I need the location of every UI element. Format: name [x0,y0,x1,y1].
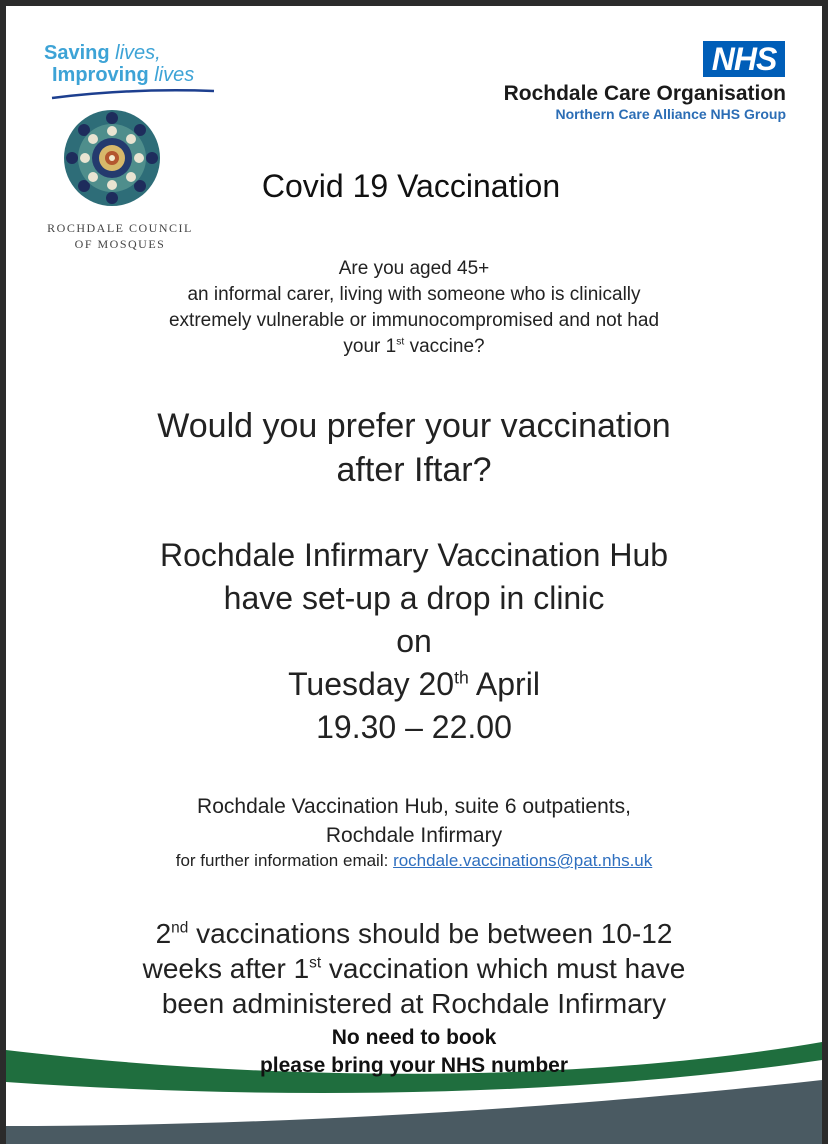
clinic-details [6,534,822,749]
intro-line-2: an informal carer, living with someone who is clinically [187,284,641,305]
second-line-2-end: vaccination which must have [321,953,686,984]
intro-ordinal: st [396,336,405,348]
intro-line-3: extremely vulnerable or immunocompromised and not had [168,310,660,331]
email-label: for further information email: [175,851,394,870]
second-line-3: been administered at Rochdale Infirmary [161,988,667,1019]
organisation-group: Northern Care Alliance NHS Group [555,106,786,122]
clinic-time: 19.30 – 22.00 [316,709,512,745]
email-link[interactable]: rochdale.vaccinations@pat.nhs.uk [393,851,653,870]
second-line-1-text: vaccinations should be between 10-12 [188,918,673,949]
flyer-page [6,6,822,1144]
mosques-council-label [22,220,218,252]
date-ordinal: th [454,667,469,688]
second-line-2-text: weeks after 1 [142,953,310,984]
saving-text: Saving [44,42,110,64]
second-dose-info [6,916,822,1021]
hub-line-1: Rochdale Infirmary Vaccination Hub [159,537,669,573]
logo-swoosh-icon [50,88,216,100]
contact-line [6,850,822,872]
eligibility-text [6,256,822,360]
address-line-1: Rochdale Vaccination Hub, suite 6 outpatients, [197,795,631,818]
iftar-question [6,404,822,492]
mosques-line-2: OF MOSQUES [74,237,166,251]
date-text: Tuesday 20 [288,666,455,702]
page-title: Covid 19 Vaccination [261,168,561,204]
prefer-line-1: Would you prefer your vaccination [157,407,671,445]
second-line-1-num: 2 [155,918,172,949]
hub-line-2: have set-up a drop in clinic [223,580,605,616]
second-line-1 [6,916,822,951]
intro-line-4 [6,334,822,360]
hub-line-3: on [396,623,432,659]
organisation-name: Rochdale Care Organisation [503,82,786,105]
mandala-emblem-icon [50,108,174,208]
intro-line-1: Are you aged 45+ [338,258,490,279]
lives-text-2: lives [148,64,195,86]
date-month: April [468,666,540,702]
second-ordinal: nd [171,919,189,937]
saving-lives-logo [44,42,194,86]
mosques-line-1: ROCHDALE COUNCIL [47,221,193,235]
prefer-line-2: after Iftar? [336,451,492,489]
improving-text: Improving [52,64,149,86]
lives-text-1: lives, [109,42,161,64]
nhs-logo: NHS [703,41,785,77]
closing-notes [6,1024,822,1080]
no-need-to-book: No need to book [331,1026,497,1049]
address-line-2: Rochdale Infirmary [325,824,503,847]
clinic-date [6,663,822,706]
bring-nhs-number: please bring your NHS number [259,1054,569,1077]
first-ordinal: st [309,954,322,972]
clinic-address [6,792,822,850]
intro-line-4-text: your 1 [343,336,397,357]
intro-line-4-end: vaccine? [404,336,485,357]
second-line-2 [6,951,822,986]
